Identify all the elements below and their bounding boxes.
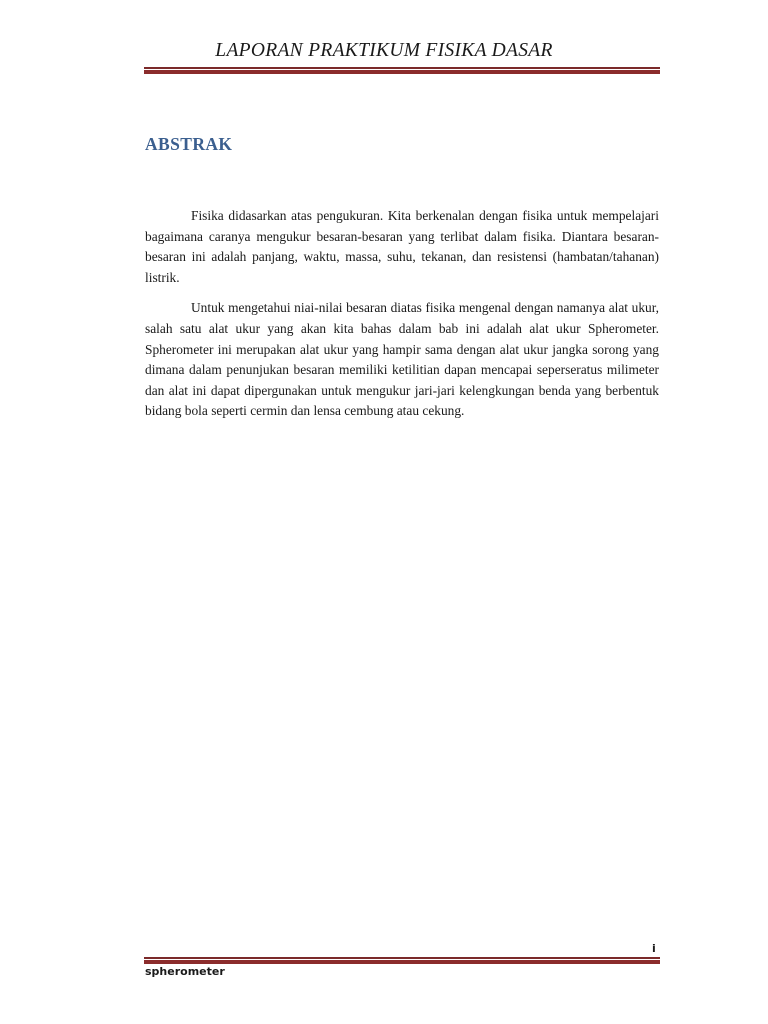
header-title: LAPORAN PRAKTIKUM FISIKA DASAR [215, 40, 553, 61]
footer-label: spherometer [145, 965, 225, 978]
section-heading: ABSTRAK [145, 134, 233, 154]
paragraph-1: Fisika didasarkan atas pengukuran. Kita berkenalan dengan fisika untuk mempelajari bagaimana caranya mengukur besaran-besaran yang terlibat dalam fisika. Diantara besaran-besaran ini adalah panjang, waktu, massa, suhu, tekanan, dan resistensi (hambatan/tahanan) listrik. [145, 208, 659, 285]
header-rule-thick [144, 70, 660, 74]
header-rule-thin [144, 67, 660, 69]
footer-rule [144, 957, 660, 964]
page-number: i [652, 942, 656, 955]
paragraph-2: Untuk mengetahui niai-nilai besaran diatas fisika mengenal dengan namanya alat ukur, salah satu alat ukur yang akan kita bahas dalam bab ini adalah alat ukur Spherometer. Spherometer ini merupakan alat ukur yang hampir sama dengan alat ukur jangka sorong yang dimana dalam penunjukan besaran memiliki ketilitian dapan mencapai seperseratus milimeter dan alat ini dapat dipergunakan untuk mengukur jari-jari kelengkungan benda yang berbentuk bidang bola seperti cermin dan lensa cembung atau cekung. [145, 300, 659, 419]
footer-rule-thick [144, 960, 660, 964]
footer-rule-thin [144, 957, 660, 959]
header-rule [144, 67, 660, 74]
abstract-body [145, 206, 659, 432]
